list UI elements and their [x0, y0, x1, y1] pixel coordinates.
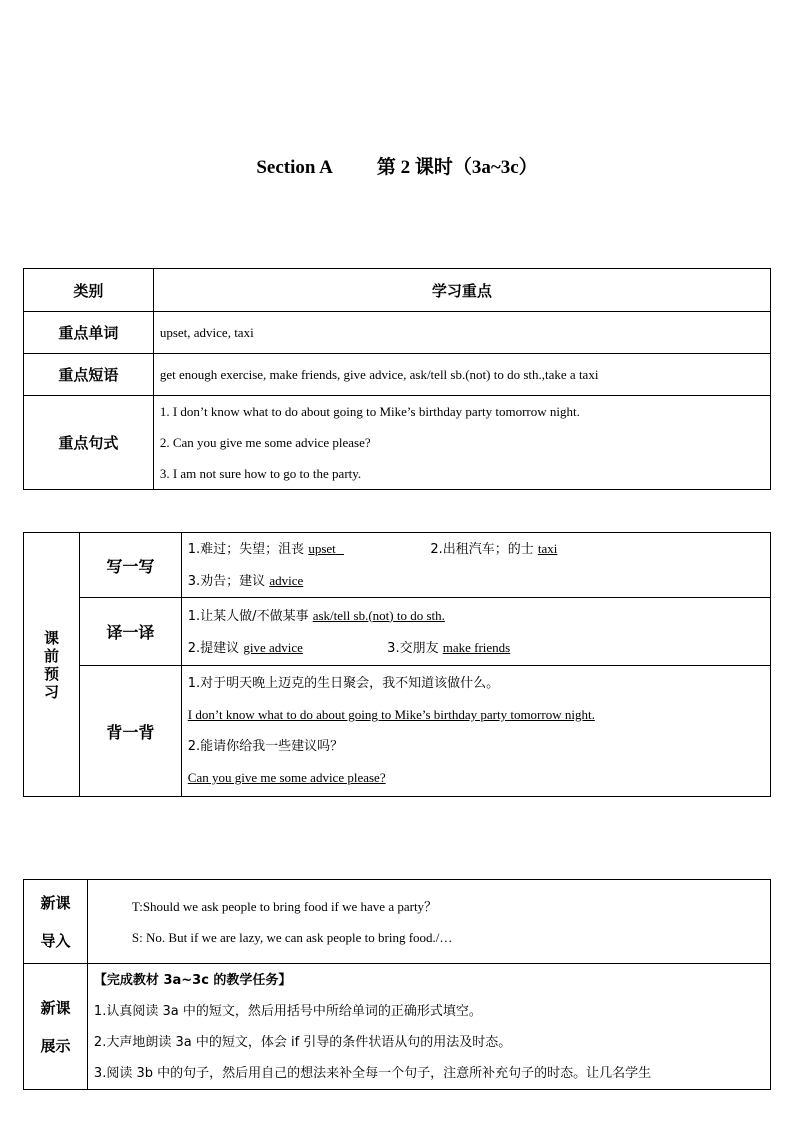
intro-teacher-line: T:Should we ask people to bring food if we have a party？	[131, 898, 438, 914]
preview-row-recite	[24, 666, 771, 797]
preview-table	[23, 532, 771, 797]
write-content	[181, 533, 770, 598]
sentence-1: 1. I don’t know what to do about going to Mike’s birthday party tomorrow night.	[159, 404, 580, 419]
focus-label-sentences: 重点句式	[24, 396, 154, 490]
focus-header-category: 类别	[24, 269, 154, 312]
recite-a2: Can you give me some advice please?	[187, 770, 386, 785]
write-a2: taxi	[537, 541, 558, 556]
translate-a2: give advice	[243, 639, 303, 655]
preview-side-label: 课 前 预 习	[24, 533, 80, 797]
lesson-row-present	[24, 964, 771, 1090]
recite-q1: 1.对于明天晚上迈克的生日聚会，我不知道该做什么。	[187, 676, 500, 691]
present-step-1: 1.认真阅读 3a 中的短文，然后用括号中所给单词的正确形式填空。	[93, 1003, 482, 1019]
focus-label-phrases: 重点短语	[24, 354, 154, 396]
preview-row-write	[24, 533, 771, 598]
present-content	[87, 964, 770, 1090]
translate-content	[181, 598, 770, 666]
focus-row-words	[24, 312, 771, 354]
write-a1: upset	[308, 541, 336, 556]
translate-a1: ask/tell sb.(not) to do sth.	[312, 607, 445, 623]
write-q2: 2.出租汽车；的士	[430, 542, 534, 557]
present-heading: 【完成教材 3a~3c 的教学任务】	[93, 972, 292, 988]
write-a3: advice	[269, 573, 304, 588]
focus-table	[23, 268, 771, 490]
translate-label: 译一译	[79, 598, 181, 666]
lesson-row-intro	[24, 880, 771, 964]
present-label: 新课 展示	[24, 964, 88, 1090]
write-q3: 3.劝告；建议	[187, 574, 266, 589]
sentence-3: 3. I am not sure how to go to the party.	[159, 466, 362, 481]
present-step-2: 2.大声地朗读 3a 中的短文，体会 if 引导的条件状语从句的用法及时态。	[93, 1034, 512, 1050]
present-step-3: 3.阅读 3b 中的句子，然后用自己的想法来补全每一个句子，注意所补充句子的时态。让几名学生	[93, 1065, 652, 1081]
translate-a3: make friends	[442, 639, 511, 655]
write-label: 写一写	[79, 533, 181, 598]
sentence-2: 2. Can you give me some advice please?	[159, 435, 371, 450]
recite-content	[181, 666, 770, 797]
lesson-table	[23, 879, 771, 1090]
intro-content	[87, 880, 770, 964]
translate-q1: 1.让某人做/不做某事	[187, 608, 309, 624]
translate-q3: 3.交朋友	[387, 640, 439, 656]
intro-label: 新课 导入	[24, 880, 88, 964]
focus-sentences-value	[153, 396, 770, 490]
focus-label-words: 重点单词	[24, 312, 154, 354]
focus-header-row	[24, 269, 771, 312]
write-q1: 1.难过；失望；沮丧	[187, 542, 305, 557]
title-section: Section A	[256, 157, 333, 178]
recite-label: 背一背	[79, 666, 181, 797]
recite-q2: 2.能请你给我一些建议吗？	[187, 739, 344, 754]
translate-q2: 2.提建议	[187, 640, 240, 656]
recite-a1: I don’t know what to do about going to Mike’s birthday party tomorrow night.	[187, 707, 595, 722]
focus-words-value: upset, advice, taxi	[153, 312, 770, 354]
focus-header-key-points: 学习重点	[153, 269, 770, 312]
page-title	[0, 152, 794, 179]
focus-row-phrases	[24, 354, 771, 396]
focus-row-sentences	[24, 396, 771, 490]
focus-phrases-value: get enough exercise, make friends, give advice, ask/tell sb.(not) to do sth.,take a taxi	[153, 354, 770, 396]
title-lesson: 第 2 课时（3a~3c）	[376, 157, 538, 178]
preview-row-translate	[24, 598, 771, 666]
intro-student-line: S: No. But if we are lazy, we can ask people to bring food./…	[131, 929, 453, 945]
